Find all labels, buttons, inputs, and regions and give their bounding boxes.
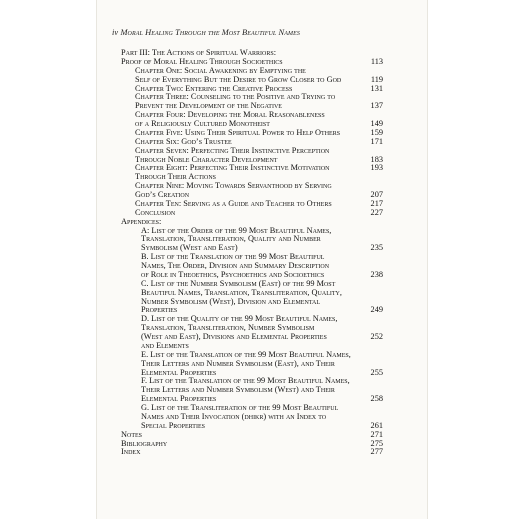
toc-entry-page: 131 bbox=[370, 83, 383, 93]
toc-entry-title: and Elements bbox=[141, 340, 189, 350]
running-title: Moral Healing Through the Most Beautiful Names bbox=[120, 28, 300, 37]
toc-entry-title: Chapter Nine: Moving Towards Servanthood by Serving bbox=[135, 181, 332, 191]
toc-entry-page: 258 bbox=[370, 394, 383, 404]
toc-entry-title: E. List of the Translation of the 99 Most Beautiful Names, bbox=[141, 349, 351, 359]
toc-entry-page: 137 bbox=[370, 101, 383, 111]
toc-entry-title: Chapter One: Social Awakening by Emptying the bbox=[135, 65, 306, 75]
toc-entry-title: Chapter Four: Developing the Moral Reasonableness bbox=[135, 110, 325, 120]
toc-entry-page: 235 bbox=[370, 243, 383, 253]
toc-entry-title: Proof of Moral Healing Through Socioethics bbox=[121, 56, 283, 66]
toc-entry-title: Conclusion bbox=[135, 207, 176, 217]
toc-entry-title: Elemental Properties bbox=[141, 394, 217, 404]
toc-entry-page: 113 bbox=[370, 56, 383, 66]
toc-entry-title: Chapter Ten: Serving as a Guide and Teacher to Others bbox=[135, 198, 332, 208]
toc-entry-title: Translation, Transliteration, Number Symbolism bbox=[141, 323, 315, 333]
toc-entry-title: C. List of the Number Symbolism (East) of the 99 Most bbox=[141, 278, 336, 288]
toc-entry-page: 183 bbox=[370, 154, 383, 164]
toc-entry-title: Number Symbolism (West), Division and Elemental bbox=[141, 296, 320, 306]
toc-entry-title: F. List of the Translation of the 99 Most Beautiful Names, bbox=[141, 376, 350, 386]
toc-entry-title: Self of Everything But the Desire to Grow Closer to God bbox=[135, 74, 342, 84]
toc-entry-title: Symbolism (West and East) bbox=[141, 243, 238, 253]
toc-entry-title: Chapter Five: Using Their Spiritual Power to Help Others bbox=[135, 127, 341, 137]
toc-entry-title: Chapter Two: Entering the Creative Process bbox=[135, 83, 293, 93]
toc-entry-title: Appendices: bbox=[121, 216, 162, 226]
toc-entry bbox=[121, 422, 383, 431]
toc-entry bbox=[121, 448, 383, 457]
toc-entry-title: Part III: The Actions of Spiritual Warriors: bbox=[121, 48, 277, 57]
toc-entry-page: 255 bbox=[370, 367, 383, 377]
toc-entry-title: (West and East), Divisions and Elemental Properties bbox=[141, 332, 327, 341]
toc-entry-title: Beautiful Names, Translation, Transliteration, Quality, bbox=[141, 287, 342, 297]
toc-entry-page: 217 bbox=[370, 198, 383, 208]
toc-entry-title: D. List of the Quality of the 99 Most Beautiful Names, bbox=[141, 314, 338, 324]
toc-entry-page: 249 bbox=[370, 305, 383, 315]
toc-entry-title: Notes bbox=[121, 429, 142, 439]
toc-entry-title: G. List of the Transliteration of the 99 Most Beautiful bbox=[141, 403, 339, 412]
toc-entry-title: Elemental Properties bbox=[141, 367, 217, 377]
page-label: iv bbox=[112, 28, 119, 37]
toc-entry-title: of a Religiously Cultured Monotheist bbox=[135, 119, 270, 128]
toc-entry-page: 119 bbox=[370, 74, 383, 84]
toc-entry-title: Their Letters and Number Symbolism (West) and Their bbox=[141, 385, 335, 395]
toc-entry-title: Chapter Eight: Perfecting Their Instinctive Motivation bbox=[135, 163, 330, 173]
toc-entry-page: 159 bbox=[370, 127, 383, 137]
toc-entry-title: Prevent the Development of the Negative bbox=[135, 101, 282, 111]
toc-entry-title: Chapter Seven: Perfecting Their Instinctive Perception bbox=[135, 145, 330, 155]
toc-entry-title: Names and Their Invocation (dhikr) with an Index to bbox=[141, 411, 327, 421]
toc-entry-page: 149 bbox=[370, 119, 383, 128]
toc-entry-title: Through Their Actions bbox=[135, 172, 217, 182]
toc-entry-title: Their Letters and Number Symbolism (East), and Their bbox=[141, 358, 335, 368]
running-header bbox=[112, 28, 422, 37]
toc-entry-title: of Role in Theoethics, Psychoethics and Socioethics bbox=[141, 269, 325, 279]
toc-entry-page: 252 bbox=[370, 332, 383, 341]
toc-entry bbox=[121, 440, 383, 449]
toc-entry-page: 193 bbox=[370, 163, 383, 173]
toc-entry-page: 227 bbox=[370, 207, 383, 217]
toc-entry-title: B. List of the Translation of the 99 Most Beautiful bbox=[141, 252, 325, 262]
toc-entry-page: 277 bbox=[370, 447, 383, 457]
toc-entry-title: Translation, Transliteration, Quality and Number bbox=[141, 234, 321, 244]
toc-entry-page: 171 bbox=[370, 136, 383, 146]
toc-entry-title: Bibliography bbox=[121, 438, 168, 448]
toc-entry-title: Chapter Six: God’s Trustee bbox=[135, 136, 232, 146]
toc-entry-title: A: List of the Order of the 99 Most Beautiful Names, bbox=[141, 225, 332, 235]
toc-entry-page: 261 bbox=[370, 420, 383, 430]
toc-entry-title: Index bbox=[121, 447, 141, 457]
toc-entry-title: Special Properties bbox=[141, 420, 205, 430]
toc-entry-page: 207 bbox=[370, 190, 383, 199]
toc-entry-title: Through Noble Character Development bbox=[135, 154, 278, 164]
toc-entry-title: God’s Creation bbox=[135, 190, 190, 199]
toc-entry-title: Properties bbox=[141, 305, 178, 315]
toc-entry-page: 238 bbox=[370, 269, 383, 279]
toc-entry-page: 271 bbox=[370, 429, 383, 439]
toc-entry-title: Names, The Order, Division and Summary Description bbox=[141, 261, 330, 270]
table-of-contents bbox=[121, 49, 383, 457]
toc-entry-page: 275 bbox=[370, 438, 383, 448]
toc-entry-title: Chapter Three: Counseling to the Positive and Trying to bbox=[135, 92, 336, 102]
